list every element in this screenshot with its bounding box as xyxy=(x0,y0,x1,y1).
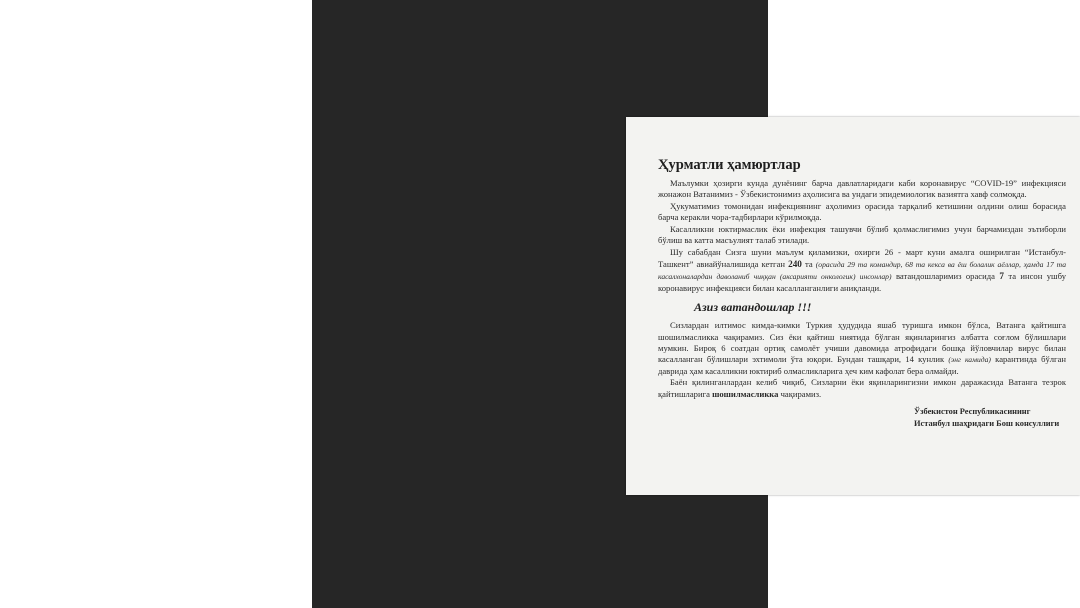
letter-sheet xyxy=(626,117,1080,495)
paragraph-2: Ҳукуматимиз томонидан инфекциянинг аҳолимиз орасида тарқалиб кетишини олдини олиш борасида барча керакли чора-тадбирлари кўрилмоқда. xyxy=(658,200,1066,223)
paragraph-6: Баён қилинганлардан келиб чиқиб, Сизларни ёки яқинларингизни имкон даражасида Ватанга тезрок қайтишларига шошилмасликка чақирамиз. xyxy=(658,377,1066,399)
passenger-note: (орасида 29 та командир, 68 та кекса ва ёш болалик аёллар, ҳамда 17 та касалхоналардан даволаниб чиққан (аксарияти онкологик) инсонлар) xyxy=(658,259,1067,282)
passenger-count: 240 xyxy=(788,258,802,269)
paragraph-3: Касалликни юктирмаслик ёки инфекция ташувчи бўлиб қолмаслигимиз учун барчамиздан эътиборли бўлиш ва катта масъулият талаб этилади. xyxy=(658,223,1066,246)
greeting-heading: Азиз ватандошлар !!! xyxy=(694,300,812,315)
signature-block xyxy=(914,406,1066,430)
paragraph-5: Сизлардан илтимос кимда-кимки Туркия ҳудудида яшаб туришга имкон бўлса, Ватанга қайтишга шошилмасликка чақирамиз. Сиз ёки қайтиш ниятида бўлган яқинларингиз албатта соғлом бўлишлари мумкин. Бироқ 6 соатдан ортиқ самолёт учиши давомида атрофидаги бошқа йўловчилар вирус билан касалланган бўлишлари эхтимоли ўта юқори. Бундан ташқари, 14 кунлик (энг камида) карантинда бўлган даврида ҳам касалликни юктириб олмасликларига ҳеч ким кафолат бера олмайди. xyxy=(658,320,1066,376)
signature-line-1: Ўзбекистон Республикасининг xyxy=(914,407,1031,417)
signature-line-2: Истанбул шаҳридаги Бош консуллиги xyxy=(914,419,1060,429)
infected-count: 7 xyxy=(999,271,1004,282)
letter-content xyxy=(658,157,1066,431)
emphasis-word: шошилмасликка xyxy=(712,388,779,399)
photo-background xyxy=(312,0,1067,608)
paragraph-4: Шу сабабдан Сизга шуни маълум қиламизки, охирги 26 - март куни амалга оширилган “Истанбул-Ташкент” авиайўналишида кетган 240 та (орасида 29 та командир, 68 та кекса ва ёш болалик аёллар, ҳамда 17 та касалхоналардан даволаниб чиққан (аксарияти онкологик) инсонлар) ватандошларимиз орасида 7 та инсон ушбу коронавирус инфекцияси билан касалланганлиги аниқланди. xyxy=(658,246,1067,293)
paragraph-1: Маълумки ҳозирги кунда дунёнинг барча давлатларидаги каби коронавирус “COVID-19” инфекцияси жонажон Ватанимиз - Ўзбекистонимиз аҳолисига ва ундаги эпидемиологик вазиятга хавф солмоқда. xyxy=(658,178,1066,200)
letter-title: Ҳурматли ҳамюртлар xyxy=(658,157,801,173)
